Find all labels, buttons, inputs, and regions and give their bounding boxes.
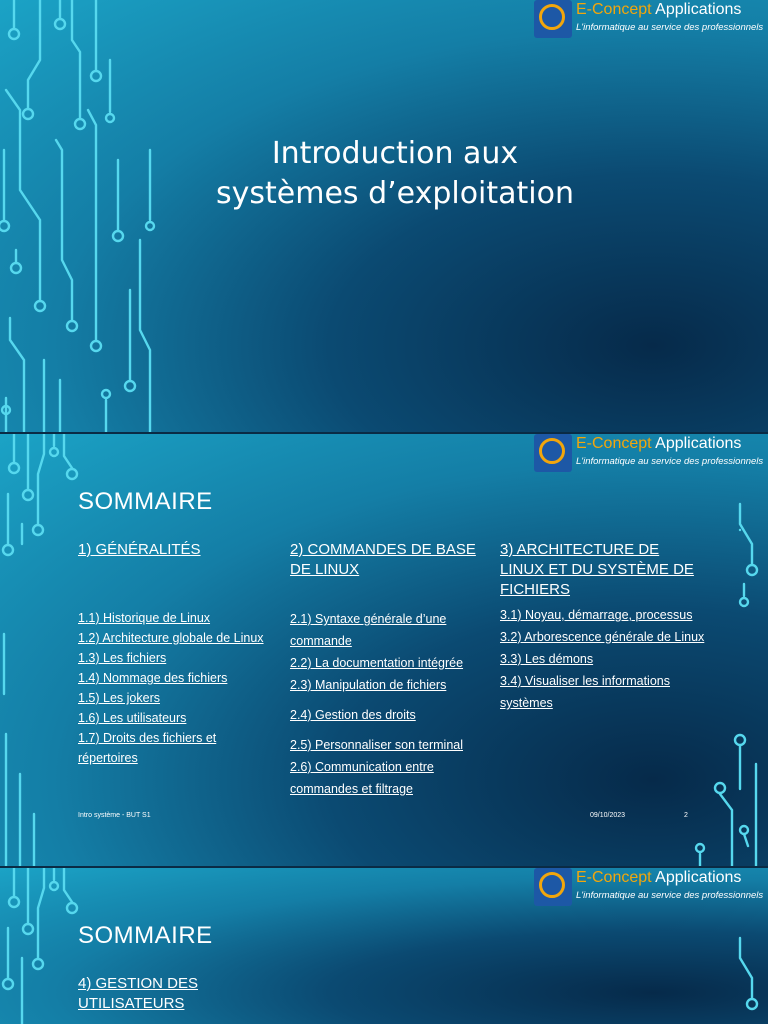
toc-column-1 — [78, 540, 268, 768]
e-letter-logo-icon — [534, 0, 572, 38]
toc-item[interactable]: 1.2) Architecture globale de Linux — [78, 631, 264, 645]
toc-item[interactable]: 3.2) Arborescence générale de Linux — [500, 630, 705, 644]
footer-page-number: 2 — [684, 812, 688, 819]
e-letter-logo-icon — [534, 434, 572, 472]
footer-date: 09/10/2023 — [590, 812, 626, 819]
toc-item[interactable]: 1.7) Droits des fichiers et répertoires — [78, 731, 217, 765]
presentation-title — [160, 134, 630, 214]
toc-item[interactable]: 1.5) Les jokers — [78, 691, 160, 705]
title-line-1: Introduction aux — [271, 136, 519, 171]
toc-column-3 — [500, 540, 705, 714]
toc-item[interactable]: 1.1) Historique de Linux — [78, 611, 211, 625]
company-logo — [534, 868, 764, 908]
sommaire-heading: SOMMAIRE — [78, 922, 213, 949]
logo-brand-name: E-Concept Applications — [576, 869, 742, 886]
toc-item-list — [290, 608, 480, 800]
title-line-2: systèmes d’exploitation — [215, 176, 575, 211]
toc-item-list — [78, 608, 268, 768]
logo-tagline: L'informatique au service des professionnels — [576, 22, 764, 33]
toc-item[interactable]: 2.6) Communication entre commandes et filtrage — [290, 760, 434, 796]
toc-column-4 — [78, 974, 268, 1014]
logo-tagline: L'informatique au service des professionnels — [576, 456, 764, 467]
logo-tagline: L'informatique au service des professionnels — [576, 890, 764, 901]
e-letter-logo-icon — [534, 868, 572, 906]
toc-section-header[interactable]: 3) ARCHITECTURE DE LINUX ET DU SYSTÈME DE FICHIERS — [500, 541, 694, 598]
toc-item[interactable]: 3.1) Noyau, démarrage, processus — [500, 608, 693, 622]
toc-item-list — [500, 604, 705, 714]
toc-item[interactable]: 2.1) Syntaxe générale d’une commande — [290, 612, 447, 648]
toc-item[interactable]: 1.3) Les fichiers — [78, 651, 167, 665]
toc-item[interactable]: 2.4) Gestion des droits — [290, 708, 416, 722]
company-logo — [534, 434, 764, 474]
logo-brand-name: E-Concept Applications — [576, 1, 742, 18]
toc-item[interactable]: 2.3) Manipulation de fichiers — [290, 678, 447, 692]
logo-brand-name: E-Concept Applications — [576, 435, 742, 452]
circuit-decoration — [0, 0, 768, 432]
toc-section-header[interactable]: 2) COMMANDES DE BASE DE LINUX — [290, 541, 476, 578]
toc-item[interactable]: 1.6) Les utilisateurs — [78, 711, 187, 725]
company-logo — [534, 0, 764, 40]
footer-course-label: Intro système - BUT S1 — [78, 812, 151, 819]
slide-sommaire-continued — [0, 868, 768, 1024]
toc-item[interactable]: 2.2) La documentation intégrée — [290, 656, 464, 670]
sommaire-heading: SOMMAIRE — [78, 488, 213, 515]
toc-item[interactable]: 3.4) Visualiser les informations systèmes — [500, 674, 670, 710]
toc-item[interactable]: 3.3) Les démons — [500, 652, 594, 666]
toc-section-header[interactable]: 4) GESTION DES UTILISATEURS — [78, 975, 199, 1012]
toc-column-2 — [290, 540, 480, 800]
toc-item[interactable]: 2.5) Personnaliser son terminal — [290, 738, 463, 752]
toc-item[interactable]: 1.4) Nommage des fichiers — [78, 671, 228, 685]
toc-section-header[interactable]: 1) GÉNÉRALITÉS — [78, 541, 201, 558]
slide-title — [0, 0, 768, 432]
slide-sommaire — [0, 434, 768, 866]
